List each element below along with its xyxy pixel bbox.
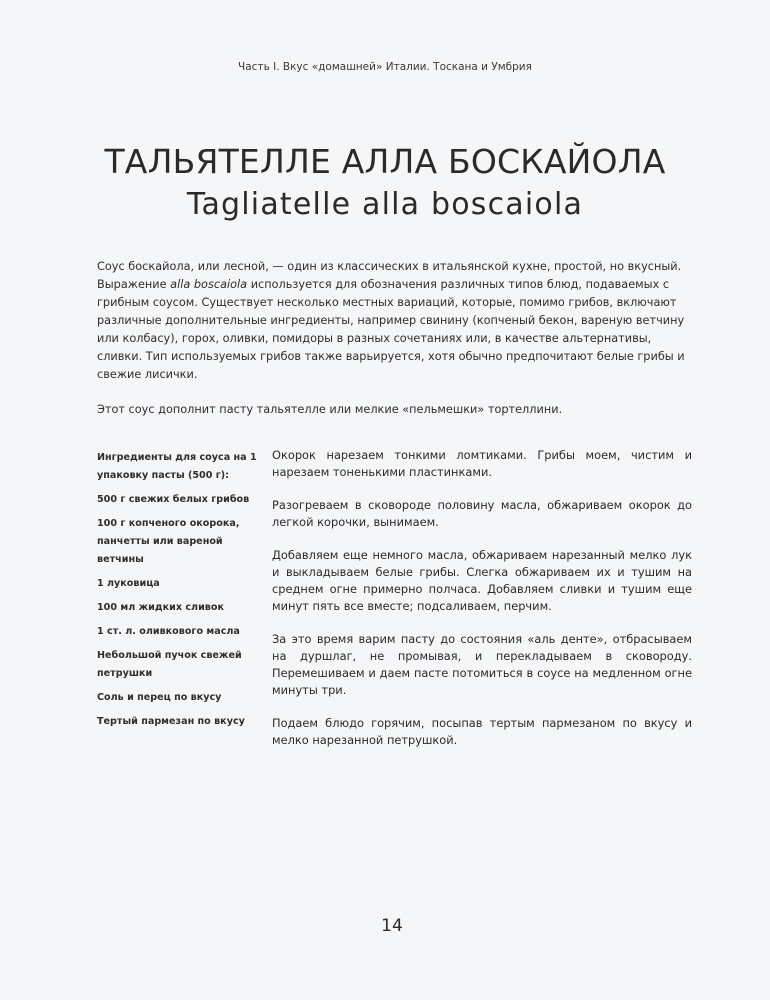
intro-p1-italic: alla boscaiola <box>170 278 248 291</box>
ingredient-item: 100 мл жидких сливок <box>97 602 224 613</box>
intro-p1-part2: используется для обозначения различных типов блюд, подаваемых с грибным соусом. Существует несколько местных вариаций, которые, помимо грибов, включают различные дополнительные ингредиенты, например свинину (копченый бекон, вареную ветчину или колбасу), горох, оливки, помидоры в разных сочетаниях или, в качестве альтернативы, сливки. Тип используемых грибов также варьируется, хотя обычно предпочитают белые грибы и свежие лисички. <box>97 278 685 381</box>
ingredients-list <box>97 449 262 737</box>
ingredient-item: Небольшой пучок свежей петрушки <box>97 650 242 679</box>
recipe-title-italian: Tagliatelle alla boscaiola <box>186 187 584 222</box>
intro-p1-part1: Соус боскайола, или лесной, — один из классических в итальянской кухне, простой, но вкусный. Выражение <box>97 260 682 291</box>
running-header: Часть I. Вкус «домашней» Италии. Тоскана и Умбрия <box>238 61 532 73</box>
ingredient-item: 1 луковица <box>97 578 160 589</box>
page-number: 14 <box>381 916 403 936</box>
ingredient-item: Тертый пармезан по вкусу <box>97 716 245 727</box>
ingredient-item: 1 ст. л. оливкового масла <box>97 626 240 637</box>
recipe-step: Разогреваем в сковороде половину масла, обжариваем окорок до легкой корочки, вынимаем. <box>272 498 692 529</box>
recipe-title-russian: ТАЛЬЯТЕЛЛЕ АЛЛА БОСКАЙОЛА <box>104 142 666 181</box>
recipe-step: За это время варим пасту до состояния «аль денте», отбрасываем на дуршлаг, не промывая, и перекладываем в сковороду. Перемешиваем и даем пасте потомиться в соусе на медленном огне минуты три. <box>272 632 692 697</box>
intro-text <box>97 258 687 436</box>
ingredients-header: Ингредиенты для соуса на 1 упаковку пасты (500 г): <box>97 452 257 481</box>
ingredient-item: Соль и перец по вкусу <box>97 692 222 703</box>
recipe-step: Добавляем еще немного масла, обжариваем нарезанный мелко лук и выкладываем белые грибы. Слегка обжариваем их и тушим на среднем огне примерно полчаса. Добавляем сливки и тушим еще минут пять все вместе; подсаливаем, перчим. <box>272 548 692 613</box>
recipe-steps <box>272 447 692 765</box>
ingredient-item: 500 г свежих белых грибов <box>97 494 250 505</box>
intro-paragraph-2: Этот соус дополнит пасту тальятелле или мелкие «пельмешки» тортеллини. <box>97 403 563 416</box>
ingredient-item: 100 г копченого окорока, панчетты или вареной ветчины <box>97 518 240 565</box>
intro-paragraph-1 <box>97 258 687 384</box>
recipe-step: Окорок нарезаем тонкими ломтиками. Грибы моем, чистим и нарезаем тоненькими пластинками. <box>272 448 692 479</box>
recipe-step: Подаем блюдо горячим, посыпав тертым пармезаном по вкусу и мелко нарезанной петрушкой. <box>272 716 692 747</box>
